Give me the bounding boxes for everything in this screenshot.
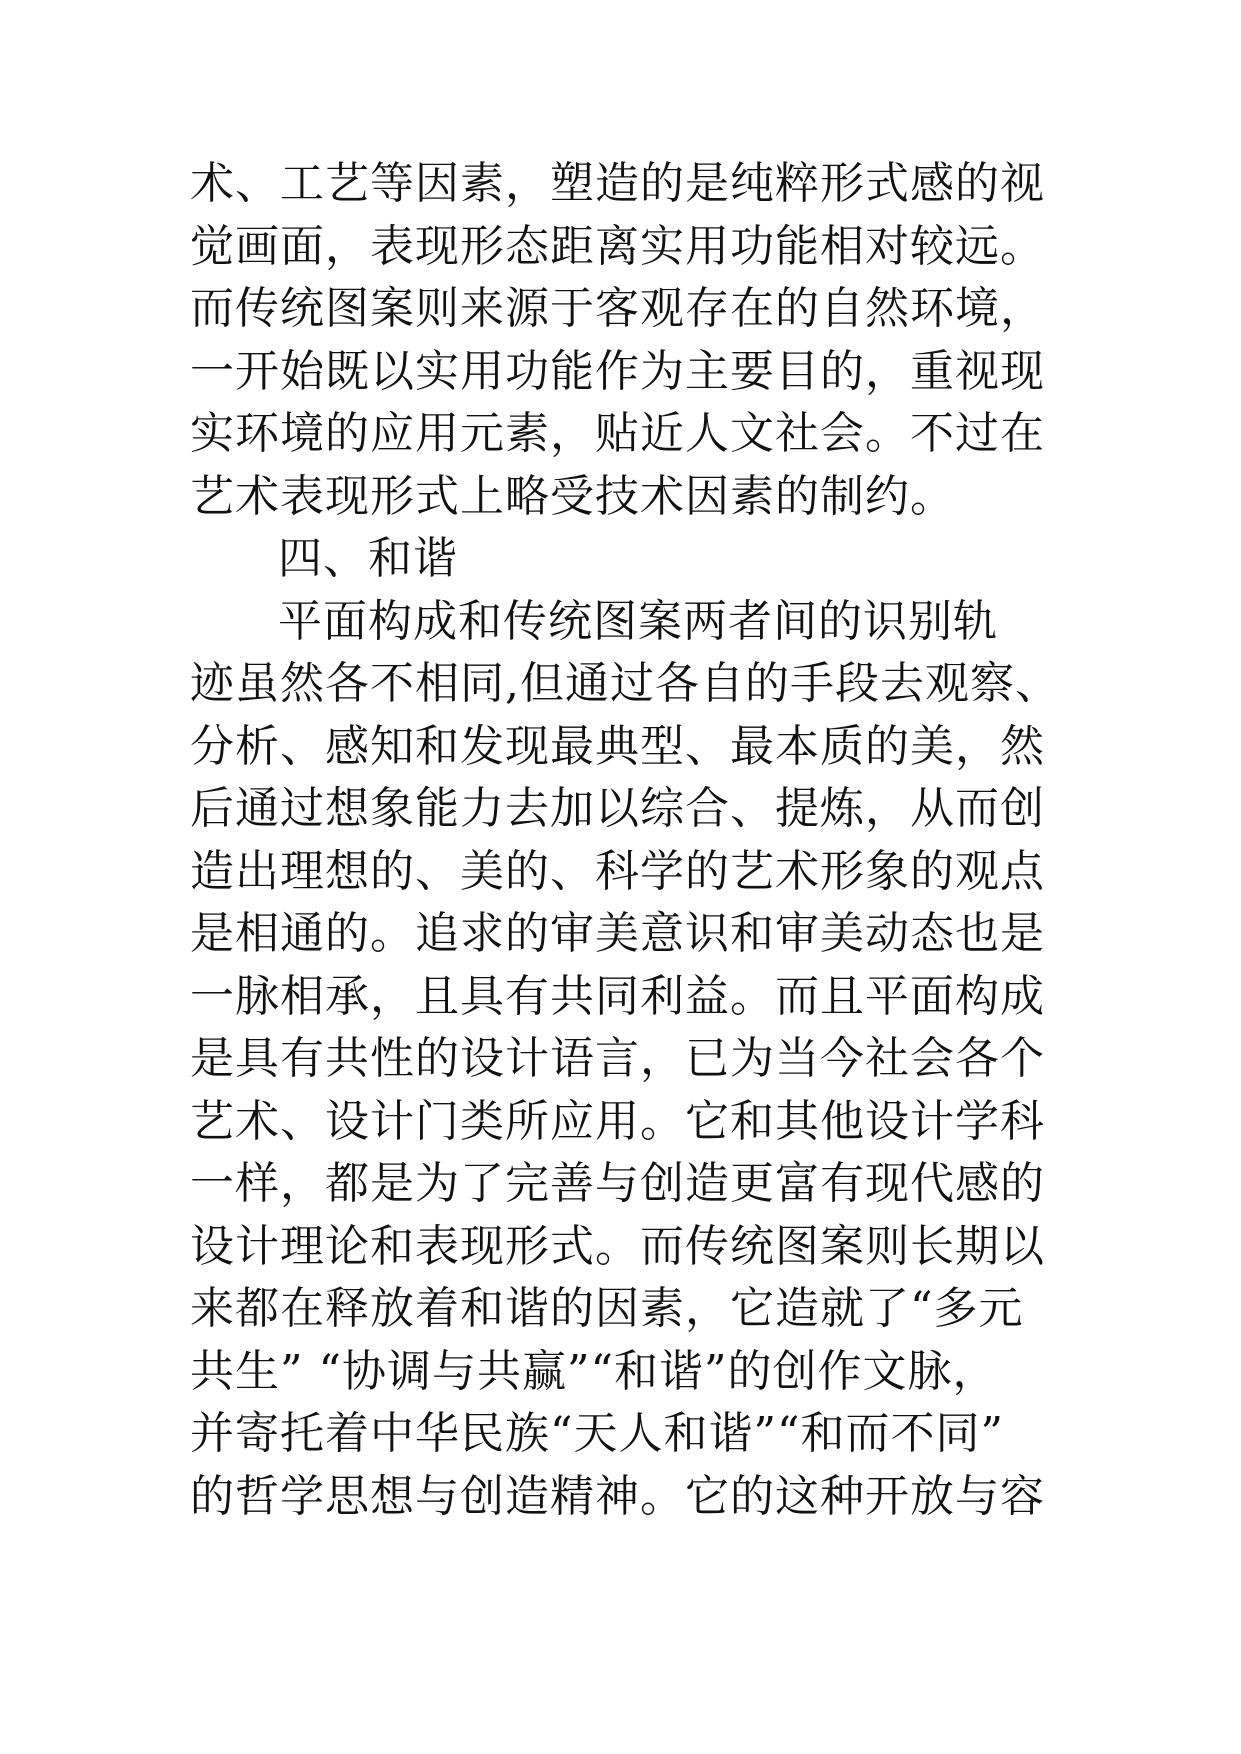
body-text bbox=[190, 153, 1070, 1528]
text-line: 艺术、设计门类所应用。它和其他设计学科 bbox=[190, 1095, 1045, 1147]
text-line: 一脉相承，且具有共同利益。而且平面构成 bbox=[190, 970, 1045, 1022]
paragraph-first-line: 平面构成和传统图案两者间的识别轨 bbox=[278, 595, 998, 647]
text-line: 一开始既以实用功能作为主要目的，重视现 bbox=[190, 345, 1045, 397]
text-line: 来都在释放着和谐的因素，它造就了“多元 bbox=[190, 1283, 1024, 1334]
text-line: 设计理论和表现形式。而传统图案则长期以 bbox=[190, 1220, 1045, 1272]
text-line: 的哲学思想与创造精神。它的这种开放与容 bbox=[190, 1470, 1045, 1522]
section-heading: 四、和谐 bbox=[278, 533, 458, 584]
text-line: 一样，都是为了完善与创造更富有现代感的 bbox=[190, 1158, 1045, 1209]
text-line: 造出理想的、美的、科学的艺术形象的观点 bbox=[190, 845, 1045, 897]
text-line: 实环境的应用元素，贴近人文社会。不过在 bbox=[190, 408, 1045, 459]
text-line: 分析、感知和发现最典型、最本质的美，然 bbox=[190, 720, 1045, 772]
text-line: 迹虽然各不相同,但通过各自的手段去观察、 bbox=[190, 658, 1060, 709]
text-line: 是相通的。追求的审美意识和审美动态也是 bbox=[190, 908, 1045, 959]
text-line: 并寄托着中华民族“天人和谐”“和而不同” bbox=[190, 1408, 1004, 1459]
text-line: 是具有共性的设计语言，已为当今社会各个 bbox=[190, 1033, 1045, 1084]
text-line: 艺术表现形式上略受技术因素的制约。 bbox=[190, 470, 955, 522]
text-line: 共生” “协调与共赢”“和谐”的创作文脉， bbox=[190, 1345, 998, 1397]
text-line: 觉画面，表现形态距离实用功能相对较远。 bbox=[190, 220, 1045, 272]
text-line: 术、工艺等因素，塑造的是纯粹形式感的视 bbox=[190, 158, 1045, 209]
text-line: 而传统图案则来源于客观存在的自然环境， bbox=[190, 283, 1045, 334]
text-line: 后通过想象能力去加以综合、提炼，从而创 bbox=[190, 783, 1045, 834]
